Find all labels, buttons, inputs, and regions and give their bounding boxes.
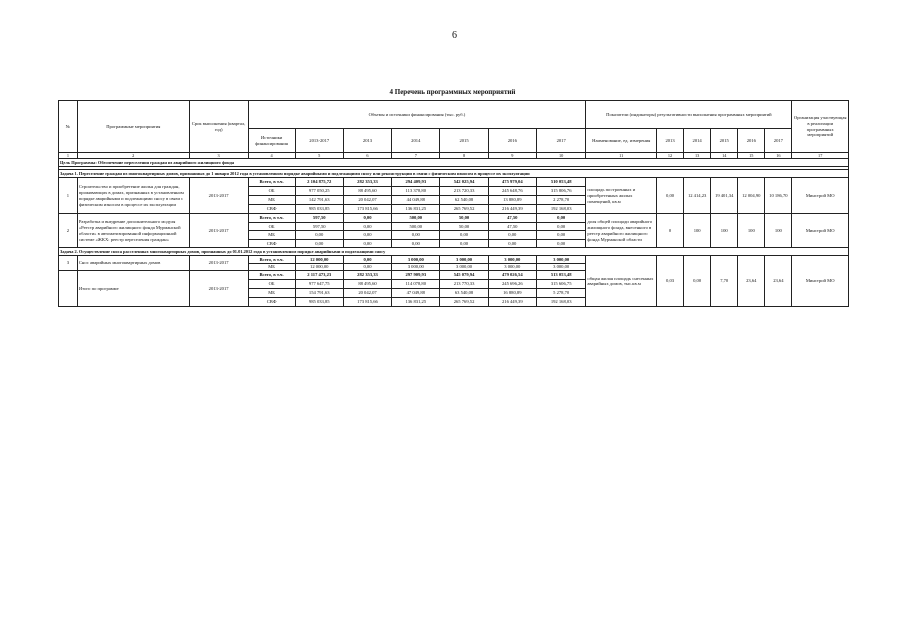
funding-value: 50,00: [440, 222, 488, 231]
funding-value: 294 409,93: [392, 178, 440, 187]
header-ind-year: 2015: [711, 129, 738, 153]
funding-value: 3 000,00: [488, 256, 536, 264]
funding-value: 0,00: [295, 231, 343, 240]
header-indicators-group: Показатели (индикаторы) результативности выполнения программных мероприятий: [586, 101, 792, 129]
header-sources: Источники финансирования: [248, 129, 295, 153]
indicator-value: 10 186,70: [765, 178, 792, 214]
funding-value: 0,00: [392, 231, 440, 240]
indicator-value: 100: [684, 214, 711, 248]
activity-term: 2013-2017: [189, 178, 248, 214]
funding-value: 0,00: [343, 222, 391, 231]
funding-value: 265 769,52: [440, 298, 488, 307]
funding-value: 5 278,70: [536, 289, 585, 298]
funding-source: МБ: [248, 263, 295, 271]
funding-value: 20 042,07: [343, 289, 391, 298]
funding-value: 315 806,76: [536, 187, 585, 196]
funding-value: 213 770,33: [440, 280, 488, 289]
funding-value: 245 696,26: [488, 280, 536, 289]
indicator-name: доля общей площади аварийного жилищного фонда, внесенного в реестр аварийного жилищного фонда Мурманской области: [586, 214, 657, 248]
funding-value: 0,00: [343, 256, 391, 264]
activity-term: 2013-2017: [189, 256, 248, 271]
indicator-value: 12 414,23: [684, 178, 711, 214]
col-number: 7: [392, 153, 440, 159]
funding-value: 0,00: [536, 214, 585, 223]
header-period: 2013-2017: [295, 129, 343, 153]
funding-value: 0,00: [343, 214, 391, 223]
funding-source: Всего, в т.ч.: [248, 271, 295, 280]
funding-source: ОБ: [248, 280, 295, 289]
funding-value: 88 495,60: [343, 280, 391, 289]
funding-value: 192 168,03: [536, 298, 585, 307]
funding-source: Всего, в т.ч.: [248, 256, 295, 264]
funding-value: 0,00: [536, 222, 585, 231]
funding-value: 545 079,94: [440, 271, 488, 280]
indicator-value: 0,03: [657, 256, 684, 307]
header-year: 2013: [343, 129, 391, 153]
activity-term: 2013-2017: [189, 271, 248, 307]
program-goal: Цель Программы: Обеспечение переселения граждан из аварийного жилищного фонда: [59, 159, 849, 167]
indicator-value: 100: [711, 214, 738, 248]
col-number: 8: [440, 153, 488, 159]
header-num: №: [59, 101, 78, 153]
indicator-value: 0,00: [684, 256, 711, 307]
funding-source: Всего, в т.ч.: [248, 214, 295, 223]
funding-value: 245 648,76: [488, 187, 536, 196]
funding-value: 0,00: [343, 263, 391, 271]
funding-value: 0,00: [488, 239, 536, 248]
total-name: Итого по программе: [77, 271, 189, 307]
row-number: [59, 271, 78, 307]
funding-value: 0,00: [343, 239, 391, 248]
funding-value: 2 104 875,72: [295, 178, 343, 187]
indicator-value: 7,70: [711, 256, 738, 307]
funding-value: 3 000,00: [392, 256, 440, 264]
col-number: 12: [657, 153, 684, 159]
task-1-heading: Задача 1. Переселение граждан из многоквартирных домов, признанных до 1 января 2012 года в установленном порядке аварийными и подлежащими сносу или реконструкции в связи с физическим износом в процессе их эксплуатации: [59, 170, 849, 178]
funding-value: 597,50: [295, 222, 343, 231]
funding-value: 513 053,48: [536, 271, 585, 280]
funding-value: 216 449,39: [488, 205, 536, 214]
funding-value: 3 000,00: [536, 256, 585, 264]
funding-value: 3 000,00: [392, 263, 440, 271]
activity-name: Разработка и внедрение дополнительного модуля «Реестр аварийного жилищного фонда Мурманской области» в автоматизированной информационной системе «ЖКХ: реестр переселения граждан»: [77, 214, 189, 248]
funding-value: 2 278,70: [536, 196, 585, 205]
funding-value: 88 495,60: [343, 187, 391, 196]
funding-value: 985 033,85: [295, 298, 343, 307]
col-number: 3: [189, 153, 248, 159]
funding-value: 63 540,08: [440, 289, 488, 298]
organization: Минстрой МО: [792, 256, 849, 307]
funding-value: 315 606,75: [536, 280, 585, 289]
activity-name: Строительство и приобретение жилья для граждан, проживающих в домах, признанных в установленном порядке аварийными и подлежащими сносу в связи с физическим износом в процессе их эксплуатации: [77, 178, 189, 214]
funding-value: 113 378,80: [392, 187, 440, 196]
header-volume-group: Объемы и источники финансирования (тыс. руб.): [248, 101, 586, 129]
funding-value: 282 353,33: [343, 178, 391, 187]
indicator-value: 23,64: [738, 256, 765, 307]
funding-value: 44 049,88: [392, 196, 440, 205]
header-indicator-name: Наименование, ед. измерения: [586, 129, 657, 153]
funding-value: 0,00: [440, 239, 488, 248]
funding-source: Всего, в т.ч.: [248, 178, 295, 187]
funding-value: 0,00: [536, 231, 585, 240]
funding-value: 0,00: [488, 231, 536, 240]
funding-value: 0,00: [536, 239, 585, 248]
header-ind-year: 2013: [657, 129, 684, 153]
indicator-value: 23,64: [765, 256, 792, 307]
funding-source: МБ: [248, 289, 295, 298]
funding-value: 510 053,48: [536, 178, 585, 187]
document-title: 4 Перечень программных мероприятий: [389, 88, 516, 96]
indicator-value: 19 401,34: [711, 178, 738, 214]
row-number: 2: [59, 214, 78, 248]
header-ind-year: 2016: [738, 129, 765, 153]
col-number: 16: [765, 153, 792, 159]
header-ind-year: 2014: [684, 129, 711, 153]
funding-value: 62 540,08: [440, 196, 488, 205]
organization: Минстрой МО: [792, 214, 849, 248]
col-number: 5: [295, 153, 343, 159]
header-term: Срок выполнения (квартал, год): [189, 101, 248, 153]
funding-value: 173 815,66: [343, 298, 391, 307]
funding-value: 0,00: [440, 231, 488, 240]
indicator-value: 12 004,90: [738, 178, 765, 214]
col-number: 4: [248, 153, 295, 159]
funding-value: 136 831,25: [392, 298, 440, 307]
funding-value: 13 880,89: [488, 196, 536, 205]
funding-value: 114 078,80: [392, 280, 440, 289]
activity-term: 2013-2017: [189, 214, 248, 248]
row-number: 1: [59, 178, 78, 214]
col-number: 17: [792, 153, 849, 159]
funding-value: 297 909,93: [392, 271, 440, 280]
program-activities-table: [58, 100, 849, 307]
header-year: 2015: [440, 129, 488, 153]
funding-value: 216 449,39: [488, 298, 536, 307]
activity-name: Снос аварийных многоквартирных домов: [77, 256, 189, 271]
col-number: 2: [77, 153, 189, 159]
funding-source: СВФ: [248, 205, 295, 214]
header-year: 2014: [392, 129, 440, 153]
funding-source: ОБ: [248, 187, 295, 196]
funding-value: 136 831,25: [392, 205, 440, 214]
funding-source: ОБ: [248, 222, 295, 231]
organization: Минстрой МО: [792, 178, 849, 214]
funding-value: 47,50: [488, 214, 536, 223]
row-number: 3: [59, 256, 78, 271]
funding-value: 265 769,52: [440, 205, 488, 214]
funding-value: 282 353,33: [343, 271, 391, 280]
funding-value: 479 026,54: [488, 271, 536, 280]
header-year: 2016: [488, 129, 536, 153]
funding-value: 3 000,00: [488, 263, 536, 271]
funding-value: 47 049,88: [392, 289, 440, 298]
header-ind-year: 2017: [765, 129, 792, 153]
funding-value: 977 647,75: [295, 280, 343, 289]
col-number: 9: [488, 153, 536, 159]
funding-value: 500,00: [392, 214, 440, 223]
col-number: 10: [536, 153, 585, 159]
page-number: 6: [452, 30, 457, 41]
funding-value: 500,00: [392, 222, 440, 231]
funding-value: 597,50: [295, 214, 343, 223]
funding-value: 192 168,03: [536, 205, 585, 214]
funding-value: 50,00: [440, 214, 488, 223]
task-2-heading: Задача 2. Осуществление сноса расселенных многоквартирных домов, признанных до 01.01.2012 года в установленном порядке аварийными и подлежащими сносу: [59, 248, 849, 256]
funding-value: 47,50: [488, 222, 536, 231]
funding-source: МБ: [248, 231, 295, 240]
funding-value: 3 000,00: [440, 256, 488, 264]
funding-value: 142 791,63: [295, 196, 343, 205]
funding-value: 0,00: [295, 239, 343, 248]
funding-value: 985 033,85: [295, 205, 343, 214]
indicator-value: 100: [765, 214, 792, 248]
funding-value: 173 815,66: [343, 205, 391, 214]
funding-value: 542 025,94: [440, 178, 488, 187]
funding-value: 0,00: [392, 239, 440, 248]
indicator-value: 100: [738, 214, 765, 248]
col-number: 11: [586, 153, 657, 159]
funding-value: 12 000,00: [295, 256, 343, 264]
col-number: 6: [343, 153, 391, 159]
funding-value: 2 117 473,23: [295, 271, 343, 280]
funding-value: 12 000,00: [295, 263, 343, 271]
funding-value: 213 720,33: [440, 187, 488, 196]
funding-value: 3 000,00: [536, 263, 585, 271]
funding-source: МБ: [248, 196, 295, 205]
funding-value: 977 050,25: [295, 187, 343, 196]
header-org: Организация участвующая в реализации программных мероприятий: [792, 101, 849, 153]
header-year: 2017: [536, 129, 585, 153]
indicator-name: общая жилая площадь снесенных аварийных домов, тыс.кв.м: [586, 256, 657, 307]
funding-value: 16 880,89: [488, 289, 536, 298]
col-number: 1: [59, 153, 78, 159]
indicator-name: площадь построенных и приобретенных жилых помещений, кв.м: [586, 178, 657, 214]
col-number: 15: [738, 153, 765, 159]
funding-value: 154 791,63: [295, 289, 343, 298]
funding-value: 3 000,00: [440, 263, 488, 271]
funding-value: 20 042,07: [343, 196, 391, 205]
indicator-value: 0,00: [657, 178, 684, 214]
funding-source: СВФ: [248, 239, 295, 248]
funding-source: СВФ: [248, 298, 295, 307]
funding-value: 475 979,04: [488, 178, 536, 187]
indicator-value: 0: [657, 214, 684, 248]
funding-value: 0,00: [343, 231, 391, 240]
header-activities: Программные мероприятия: [77, 101, 189, 153]
col-number: 13: [684, 153, 711, 159]
col-number: 14: [711, 153, 738, 159]
